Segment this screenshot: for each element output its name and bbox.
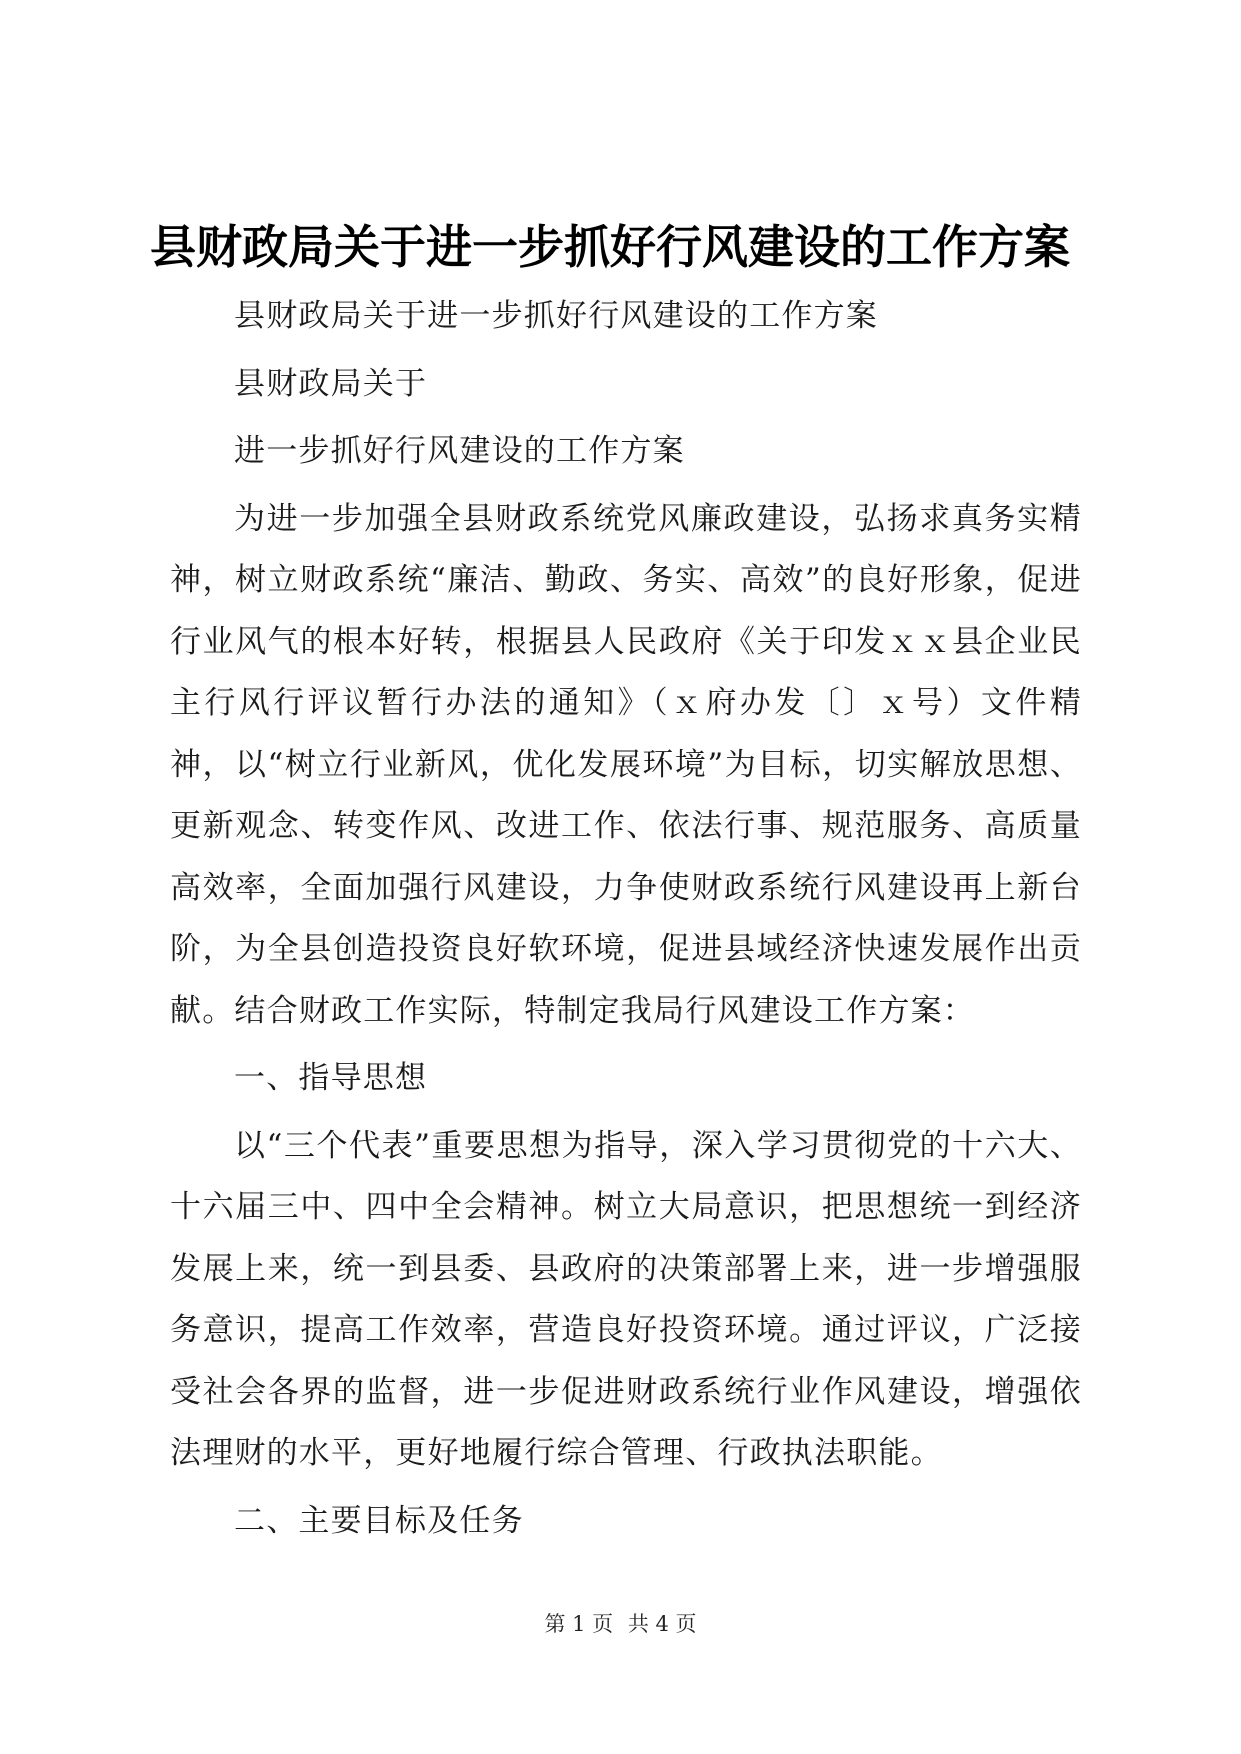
document-title: 县财政局关于进一步抓好行风建设的工作方案: [150, 220, 1070, 274]
page-footer: [0, 1608, 1241, 1638]
page-total: 共 4 页: [627, 1612, 697, 1636]
section-heading-goals-tasks: 二、主要目标及任务: [234, 1502, 524, 1539]
paragraph-intro: 为进一步加强全县财政系统党风廉政建设，弘扬求真务实精神，树立财政系统“廉洁、勤政、务实、高效”的良好形象，促进行业风气的根本好转，根据县人民政府《关于印发ｘｘ县企业民主行风行评议暂行办法的通知》（ｘ府办发〔〕ｘ号）文件精神，以“树立行业新风，优化发展环境”为目标，切实解放思想、更新观念、转变作风、改进工作、依法行事、规范服务、高质量高效率，全面加强行风建设，力争使财政系统行风建设再上新台阶，为全县创造投资良好软环境，促进县域经济快速发展作出贡献。结合财政工作实际，特制定我局行风建设工作方案：: [170, 500, 1082, 1029]
page-number: 第 1 页: [544, 1612, 614, 1636]
paragraph-title-line-1: 县财政局关于: [234, 365, 428, 402]
section-heading-guiding-ideology: 一、指导思想: [234, 1060, 428, 1096]
paragraph-subtitle: 县财政局关于进一步抓好行风建设的工作方案: [234, 298, 878, 334]
document-body: [170, 286, 1082, 1552]
paragraph-guiding-ideology: 以“三个代表”重要思想为指导，深入学习贯彻党的十六大、十六届三中、四中全会精神。树立大局意识，把思想统一到经济发展上来，统一到县委、县政府的决策部署上来，进一步增强服务意识，提高工作效率，营造良好投资环境。通过评议，广泛接受社会各界的监督，进一步促进财政系统行业作风建设，增强依法理财的水平，更好地履行综合管理、行政执法职能。: [170, 1127, 1082, 1471]
paragraph-title-line-2: 进一步抓好行风建设的工作方案: [234, 433, 685, 469]
